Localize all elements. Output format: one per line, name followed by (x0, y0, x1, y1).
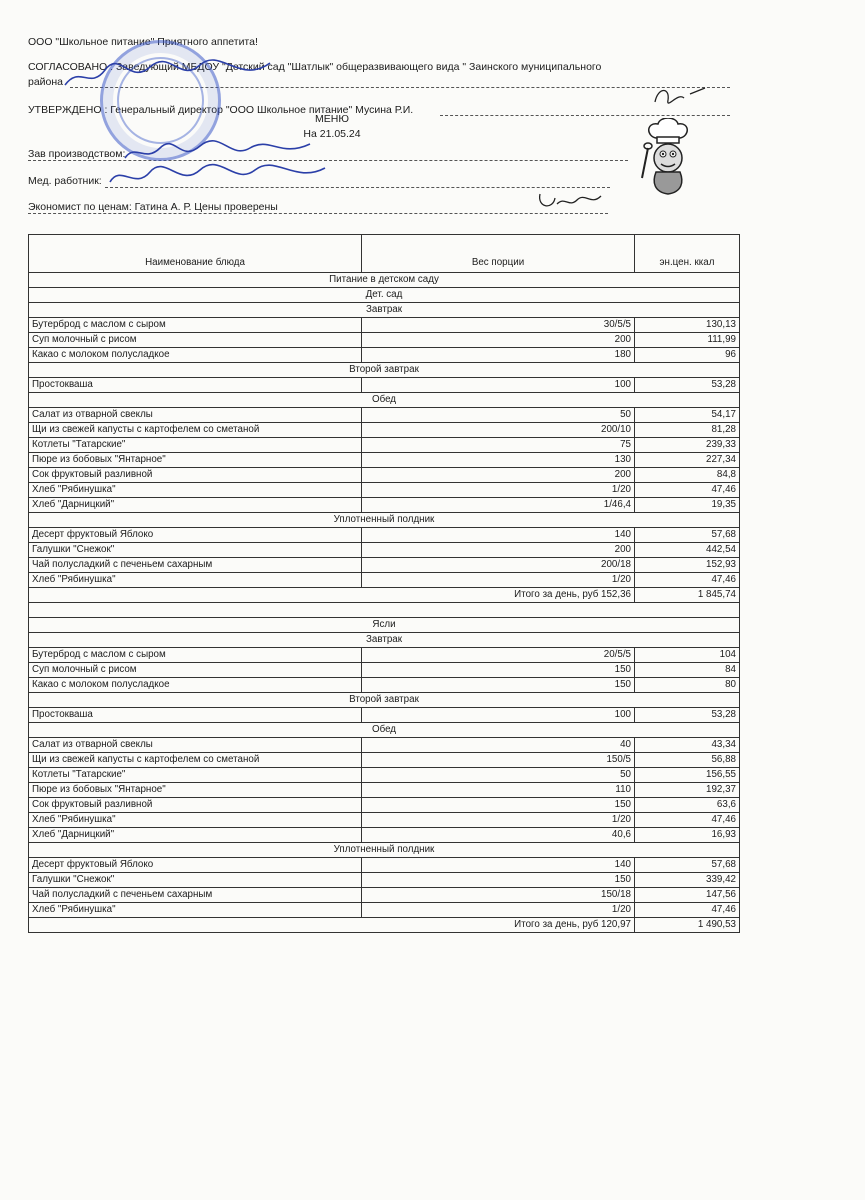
portion-weight: 150 (362, 678, 635, 693)
table-row (29, 558, 740, 573)
energy-kcal: 192,37 (635, 783, 740, 798)
company-line: ООО "Школьное питание" Приятного аппетита! (28, 36, 258, 48)
table-row (29, 813, 740, 828)
table-row (29, 708, 740, 723)
portion-weight: 30/5/5 (362, 318, 635, 333)
day-total-label: Итого за день, руб 152,36 (29, 588, 635, 603)
dish-name: Щи из свежей капусты с картофелем со сметаной (29, 753, 362, 768)
table-row (29, 783, 740, 798)
director-signature (650, 82, 710, 112)
portion-weight: 1/20 (362, 573, 635, 588)
portion-weight: 75 (362, 438, 635, 453)
day-total-label: Итого за день, руб 120,97 (29, 918, 635, 933)
dish-name: Сок фруктовый разливной (29, 468, 362, 483)
approved-line-2: района (28, 76, 64, 88)
day-total-kcal: 1 845,74 (635, 588, 740, 603)
dish-name: Галушки "Снежок" (29, 543, 362, 558)
energy-kcal: 152,93 (635, 558, 740, 573)
dish-name: Хлеб "Дарницкий" (29, 498, 362, 513)
table-row (29, 678, 740, 693)
dish-name: Хлеб "Рябинушка" (29, 483, 362, 498)
energy-kcal: 63,6 (635, 798, 740, 813)
table-header-row (29, 235, 740, 273)
energy-kcal: 227,34 (635, 453, 740, 468)
col-header-weight: Вес порции (362, 235, 635, 273)
portion-weight: 20/5/5 (362, 648, 635, 663)
portion-weight: 100 (362, 378, 635, 393)
table-row (29, 438, 740, 453)
portion-weight: 1/20 (362, 903, 635, 918)
approved-line-1: СОГЛАСОВАНО : Заведующий МБДОУ "Детский сад "Шатлык" общеразвивающего вида " Заинского муниципального (28, 61, 602, 73)
section-title: Обед (29, 723, 740, 738)
dish-name: Какао с молоком полусладкое (29, 348, 362, 363)
table-row (29, 348, 740, 363)
dish-name: Чай полусладкий с печеньем сахарным (29, 888, 362, 903)
portion-weight: 1/20 (362, 483, 635, 498)
confirmed-line: УТВЕРЖДЕНО : Генеральный директор "ООО Школьное питание" Мусина Р.И. (28, 104, 414, 116)
economist-signature (535, 186, 605, 214)
table-row (29, 768, 740, 783)
energy-kcal: 16,93 (635, 828, 740, 843)
dish-name: Десерт фруктовый Яблоко (29, 858, 362, 873)
portion-weight: 40,6 (362, 828, 635, 843)
dish-name: Какао с молоком полусладкое (29, 678, 362, 693)
energy-kcal: 442,54 (635, 543, 740, 558)
portion-weight: 140 (362, 528, 635, 543)
table-row (29, 573, 740, 588)
economist-line-rule (28, 213, 608, 214)
dish-name: Хлеб "Рябинушка" (29, 903, 362, 918)
portion-weight: 50 (362, 768, 635, 783)
energy-kcal: 57,68 (635, 528, 740, 543)
energy-kcal: 43,34 (635, 738, 740, 753)
table-row (29, 528, 740, 543)
portion-weight: 1/20 (362, 813, 635, 828)
dish-name: Суп молочный с рисом (29, 663, 362, 678)
energy-kcal: 84,8 (635, 468, 740, 483)
dish-name: Простокваша (29, 708, 362, 723)
chef-mascot-icon (638, 118, 698, 198)
total-row (29, 918, 740, 933)
portion-weight: 180 (362, 348, 635, 363)
dish-name: Котлеты "Татарские" (29, 438, 362, 453)
portion-weight: 100 (362, 708, 635, 723)
section-row (29, 363, 740, 378)
energy-kcal: 47,46 (635, 573, 740, 588)
portion-weight: 50 (362, 408, 635, 423)
section-title: Второй завтрак (29, 363, 740, 378)
dish-name: Сок фруктовый разливной (29, 798, 362, 813)
total-row (29, 588, 740, 603)
dish-name: Хлеб "Рябинушка" (29, 573, 362, 588)
energy-kcal: 104 (635, 648, 740, 663)
table-row (29, 858, 740, 873)
table-row (29, 873, 740, 888)
energy-kcal: 130,13 (635, 318, 740, 333)
dish-name: Хлеб "Дарницкий" (29, 828, 362, 843)
portion-weight: 200 (362, 333, 635, 348)
portion-weight: 150 (362, 798, 635, 813)
table-row (29, 753, 740, 768)
energy-kcal: 81,28 (635, 423, 740, 438)
energy-kcal: 156,55 (635, 768, 740, 783)
table-row (29, 378, 740, 393)
dish-name: Бутерброд с маслом с сыром (29, 318, 362, 333)
section-title: Ясли (29, 618, 740, 633)
table-row (29, 333, 740, 348)
energy-kcal: 147,56 (635, 888, 740, 903)
section-row (29, 513, 740, 528)
section-title: Второй завтрак (29, 693, 740, 708)
section-title: Уплотненный полдник (29, 843, 740, 858)
confirmed-signature-line (440, 115, 730, 116)
table-row (29, 798, 740, 813)
table-row (29, 498, 740, 513)
blank-cell (29, 603, 740, 618)
col-header-dish: Наименование блюда (29, 235, 362, 273)
dish-name: Пюре из бобовых "Янтарное" (29, 453, 362, 468)
blank-row (29, 603, 740, 618)
approval-signature (60, 55, 290, 95)
energy-kcal: 56,88 (635, 753, 740, 768)
table-row (29, 453, 740, 468)
energy-kcal: 54,17 (635, 408, 740, 423)
menu-table (28, 234, 740, 933)
portion-weight: 150/18 (362, 888, 635, 903)
dish-name: Салат из отварной свеклы (29, 738, 362, 753)
table-row (29, 888, 740, 903)
energy-kcal: 19,35 (635, 498, 740, 513)
portion-weight: 150 (362, 663, 635, 678)
energy-kcal: 80 (635, 678, 740, 693)
energy-kcal: 53,28 (635, 708, 740, 723)
section-row (29, 288, 740, 303)
dish-name: Десерт фруктовый Яблоко (29, 528, 362, 543)
dish-name: Суп молочный с рисом (29, 333, 362, 348)
portion-weight: 200 (362, 543, 635, 558)
table-row (29, 903, 740, 918)
table-row (29, 543, 740, 558)
energy-kcal: 239,33 (635, 438, 740, 453)
section-title: Завтрак (29, 633, 740, 648)
energy-kcal: 84 (635, 663, 740, 678)
portion-weight: 200/10 (362, 423, 635, 438)
dish-name: Щи из свежей капусты с картофелем со сметаной (29, 423, 362, 438)
dish-name: Хлеб "Рябинушка" (29, 813, 362, 828)
col-header-kcal: эн.цен. ккал (635, 235, 740, 273)
section-title: Дет. сад (29, 288, 740, 303)
table-row (29, 408, 740, 423)
energy-kcal: 53,28 (635, 378, 740, 393)
table-row (29, 828, 740, 843)
section-title: Уплотненный полдник (29, 513, 740, 528)
dish-name: Салат из отварной свеклы (29, 408, 362, 423)
table-row (29, 483, 740, 498)
dish-name: Простокваша (29, 378, 362, 393)
section-title: Питание в детском саду (29, 273, 740, 288)
production-head-label: Зав производством: (28, 148, 126, 160)
day-total-kcal: 1 490,53 (635, 918, 740, 933)
section-row (29, 723, 740, 738)
section-title: Завтрак (29, 303, 740, 318)
section-row (29, 693, 740, 708)
portion-weight: 150/5 (362, 753, 635, 768)
energy-kcal: 47,46 (635, 483, 740, 498)
menu-title: МЕНЮ (315, 113, 349, 125)
portion-weight: 200/18 (362, 558, 635, 573)
energy-kcal: 111,99 (635, 333, 740, 348)
energy-kcal: 339,42 (635, 873, 740, 888)
economist-line: Экономист по ценам: Гатина А. Р. Цены проверены (28, 201, 278, 213)
portion-weight: 130 (362, 453, 635, 468)
menu-date: На 21.05.24 (303, 128, 361, 140)
portion-weight: 150 (362, 873, 635, 888)
med-signature (105, 160, 335, 192)
section-row (29, 633, 740, 648)
section-row (29, 393, 740, 408)
dish-name: Котлеты "Татарские" (29, 768, 362, 783)
table-row (29, 318, 740, 333)
dish-name: Галушки "Снежок" (29, 873, 362, 888)
table-row (29, 423, 740, 438)
table-row (29, 648, 740, 663)
dish-name: Бутерброд с маслом с сыром (29, 648, 362, 663)
portion-weight: 200 (362, 468, 635, 483)
section-row (29, 273, 740, 288)
dish-name: Пюре из бобовых "Янтарное" (29, 783, 362, 798)
dish-name: Чай полусладкий с печеньем сахарным (29, 558, 362, 573)
energy-kcal: 96 (635, 348, 740, 363)
table-row (29, 468, 740, 483)
energy-kcal: 47,46 (635, 813, 740, 828)
section-title: Обед (29, 393, 740, 408)
energy-kcal: 47,46 (635, 903, 740, 918)
table-row (29, 663, 740, 678)
table-row (29, 738, 740, 753)
section-row (29, 843, 740, 858)
portion-weight: 140 (362, 858, 635, 873)
portion-weight: 40 (362, 738, 635, 753)
section-row (29, 618, 740, 633)
portion-weight: 1/46,4 (362, 498, 635, 513)
energy-kcal: 57,68 (635, 858, 740, 873)
section-row (29, 303, 740, 318)
med-worker-label: Мед. работник: (28, 175, 102, 187)
portion-weight: 110 (362, 783, 635, 798)
